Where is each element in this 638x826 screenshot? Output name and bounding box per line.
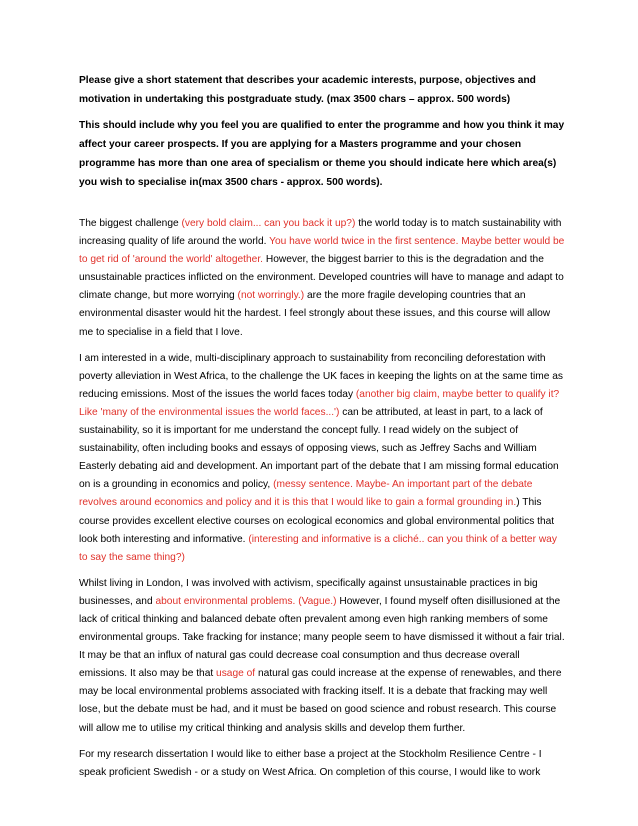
answer-text: are the more fragile developing countries that an environmental disaster would hit the hardest. I feel strongly about these issues, and this course will allow me to specialise in a field that I love. <box>79 290 551 338</box>
review-comment: (not worringly.) <box>237 290 305 302</box>
answer-text: The biggest challenge <box>79 218 182 229</box>
review-comment: (interesting and informative is a cliché.. can you think of a better way to say the same thing?) <box>79 533 557 563</box>
answer-paragraph-3 <box>79 575 566 738</box>
review-comment: (another big claim, maybe better to qualify it? Like 'many of the environmental issues the world faces...') <box>79 388 560 418</box>
review-comment: (very bold claim... can you back it up?) <box>181 218 356 229</box>
answer-paragraph-1 <box>79 215 566 342</box>
answer-text: natural gas could increase at the expense of renewables, and there may be local environmental problems associated with fracking itself. It is a debate that fracking may well lose, but the debate must be had, and it must be based on good science and robust research. This course will allow me to utilise my critical thinking and analysis skills and develop them further. <box>79 668 562 734</box>
answer-text: However, the biggest barrier to this is the degradation and the unsustainable practices inflicted on the environment. Developed countries will have to manage and adapt to climate change, but more worrying <box>79 254 564 302</box>
question-heading-2: This should include why you feel you are qualified to enter the programme and how you think it may affect your career prospects. If you are applying for a Masters programme and your chosen programme has more than one area of specialism or theme you should indicate here which area(s) you wish to specialise in(max 3500 chars - approx. 500 words). <box>79 120 565 188</box>
answer-paragraph-4 <box>79 746 566 782</box>
answer-text: Whilst living in London, I was involved with activism, specifically against unsustainable practices in big businesses, and <box>79 577 538 607</box>
review-comment: (Vague.) <box>298 595 337 607</box>
review-comment: (messy sentence. Maybe- An important part of the debate revolves around economics and policy and it is this that I would like to gain a formal grounding in. <box>79 479 533 509</box>
question-heading-1: Please give a short statement that describes your academic interests, purpose, objectives and motivation in undertaking this postgraduate study. (max 3500 chars – approx. 500 words) <box>79 75 536 105</box>
answer-text: ) This course provides excellent elective courses on ecological economics and global environmental politics that look both interesting and informative. <box>79 497 555 545</box>
answer-text: can be attributed, at least in part, to a lack of sustainability, so it is important for me understand the concept fully. I read widely on the subject of sustainability, often including books and essays of opposing views, such as Jeffrey Sachs and William Easterly debating aid and development. An important part of the debate that I am missing formal education on is a grounding in economics and policy, <box>79 406 559 491</box>
answer-paragraph-2 <box>79 350 566 567</box>
answer-text: I am interested in a wide, multi-disciplinary approach to sustainability from reconciling deforestation with poverty alleviation in West Africa, to the challenge the UK faces in keeping the lights on at the same time as reducing emissions. Most of the issues the world faces today <box>79 352 563 400</box>
answer-text: For my research dissertation I would like to either base a project at the Stockholm Resilience Centre - I speak proficient Swedish - or a study on West Africa. On completion of this course, I would like to work <box>79 748 542 778</box>
review-comment: You have world twice in the first sentence. Maybe better would be to get rid of 'around the world' altogether. <box>79 236 565 266</box>
review-comment: about environmental problems. <box>155 595 296 607</box>
review-comment: usage of <box>216 668 256 680</box>
answer-text: However, I found myself often disillusioned at the lack of critical thinking and balanced debate often prevalent among even high ranking members of some environmental groups. Take fracking for instance; many people seem to have dismissed it without a fair trial. It may be that an influx of natural gas could decrease coal consumption and thus decrease overall emissions. It also may be that <box>79 595 565 680</box>
answer-text: the world today is to match sustainability with increasing quality of life around the world. <box>79 218 562 248</box>
